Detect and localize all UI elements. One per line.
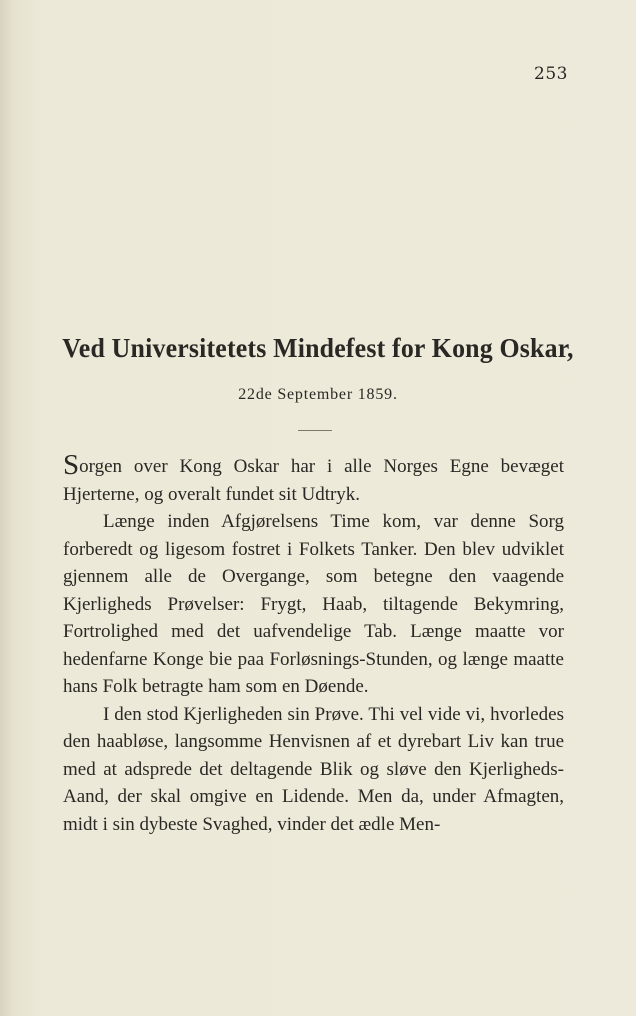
poem-title: Ved Universitetets Mindefest for Kong Oskar, [62, 332, 574, 363]
paragraph-1-text: orgen over Kong Oskar har i alle Norges Egne bevæget Hjerterne, og overalt fundet sit Udtryk. [63, 456, 564, 505]
paragraph-1 [63, 451, 564, 508]
page-number: 253 [534, 64, 568, 84]
body-text [63, 451, 564, 838]
poem-date: 22de September 1859. [238, 386, 398, 403]
drop-cap: S [63, 449, 80, 481]
paragraph-2: Længe inden Afgjørelsens Time kom, var denne Sorg forberedt og ligesom fostret i Folkets Tanker. Den blev udviklet gjennem alle de Overgange, som betegne den vaagende Kjerligheds Prøvelser: Frygt, Haab, tiltagende Bekymring, Fortrolighed med det uafvendelige Tab. Længe maatte vor hedenfarne Konge bie paa Forløsnings-Stunden, og længe maatte hans Folk betragte ham som en Døende. [63, 511, 564, 697]
title-divider [298, 430, 332, 431]
paragraph-3: I den stod Kjerligheden sin Prøve. Thi vel vide vi, hvorledes den haabløse, langsomme Henvisnen af et dyrebart Liv kan true med at adsprede det deltagende Blik og sløve den Kjerligheds-Aand, der skal omgive en Lidende. Men da, under Afmagten, midt i sin dybeste Svaghed, vinder det ædle Men- [63, 703, 564, 835]
